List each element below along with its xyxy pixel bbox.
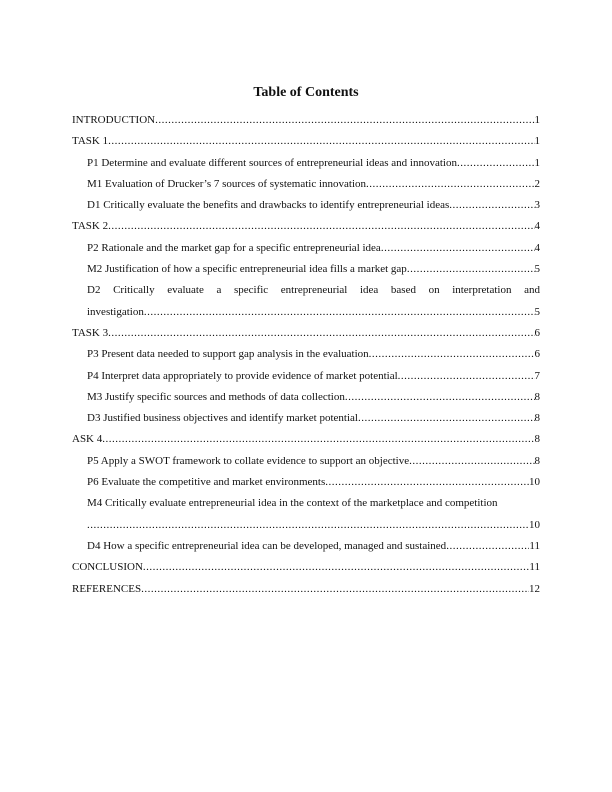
toc-word: D2 xyxy=(87,284,101,297)
toc-leader-dots xyxy=(108,323,534,344)
toc-entry-d3[interactable] xyxy=(72,408,540,429)
toc-entry-label: P1 Determine and evaluate different sources of entrepreneurial ideas and innovation xyxy=(87,156,457,169)
toc-entry-p4[interactable] xyxy=(72,366,540,387)
toc-word: Critically xyxy=(113,284,155,297)
toc-entry-label: investigation xyxy=(87,305,144,318)
toc-leader-dots xyxy=(87,515,529,536)
toc-entry-label: P2 Rationale and the market gap for a specific entrepreneurial idea xyxy=(87,241,381,254)
toc-entry-label: REFERENCES xyxy=(72,582,142,595)
toc-entry-label: TASK 3 xyxy=(72,326,109,339)
toc-page-number: 5 xyxy=(534,305,540,318)
toc-entry-label: INTRODUCTION xyxy=(72,114,156,126)
toc-entry-p6[interactable] xyxy=(72,472,540,493)
toc-entry-label: P6 Evaluate the competitive and market environments xyxy=(87,476,326,489)
toc-leader-dots xyxy=(381,238,535,259)
toc-leader-dots xyxy=(446,536,529,557)
toc-page-number: 8 xyxy=(534,390,540,403)
toc-word: interpretation xyxy=(452,284,512,297)
toc-leader-dots xyxy=(325,472,529,493)
toc-page-number: 8 xyxy=(534,412,540,425)
toc-entry-task-2[interactable] xyxy=(72,216,540,237)
toc-entry-d4[interactable] xyxy=(72,536,540,557)
toc-page-number: 8 xyxy=(534,454,540,467)
table-of-contents xyxy=(72,110,540,600)
toc-page-number: 1 xyxy=(534,156,540,169)
toc-entry-d2-line1[interactable] xyxy=(72,280,540,301)
toc-word: specific xyxy=(233,284,269,297)
toc-leader-dots xyxy=(143,557,530,578)
toc-word: evaluate xyxy=(167,284,204,297)
toc-entry-label: M4 Critically evaluate entrepreneurial idea in the context of the marketplace and competition xyxy=(87,497,498,510)
toc-entry-task-1[interactable] xyxy=(72,131,540,152)
toc-entry-m2[interactable] xyxy=(72,259,540,280)
toc-entry-label: D1 Critically evaluate the benefits and drawbacks to identify entrepreneurial ideas xyxy=(87,199,450,212)
toc-entry-d1[interactable] xyxy=(72,195,540,216)
toc-entry-m3[interactable] xyxy=(72,387,540,408)
toc-page-number: 7 xyxy=(534,369,540,382)
toc-leader-dots xyxy=(449,195,534,216)
toc-entry-m4-line2[interactable] xyxy=(72,515,540,536)
toc-entry-p2[interactable] xyxy=(72,238,540,259)
toc-page-number: 12 xyxy=(529,582,540,595)
toc-leader-dots xyxy=(141,579,529,600)
toc-leader-dots xyxy=(369,344,535,365)
toc-entry-label: CONCLUSION xyxy=(72,561,143,574)
toc-leader-dots xyxy=(102,429,534,450)
toc-word: on xyxy=(428,284,440,297)
toc-word: entrepreneurial xyxy=(280,284,348,297)
toc-word: and xyxy=(524,284,540,297)
toc-page-number: 6 xyxy=(534,326,540,339)
toc-leader-dots xyxy=(108,131,534,152)
toc-leader-dots xyxy=(398,366,535,387)
toc-page-number: 11 xyxy=(529,561,540,574)
toc-entry-conclusion[interactable] xyxy=(72,557,540,578)
toc-entry-references[interactable] xyxy=(72,579,540,600)
toc-page-number: 5 xyxy=(534,263,540,276)
toc-page-number: 1 xyxy=(534,114,540,126)
toc-leader-dots xyxy=(144,302,535,323)
toc-leader-dots xyxy=(358,408,535,429)
toc-entry-m4-line1[interactable] xyxy=(72,493,540,514)
toc-entry-label: D4 How a specific entrepreneurial idea can be developed, managed and sustained xyxy=(87,539,447,552)
toc-entry-label: TASK 1 xyxy=(72,135,109,148)
toc-leader-dots xyxy=(457,153,535,174)
toc-entry-label: TASK 2 xyxy=(72,220,109,233)
toc-leader-dots xyxy=(345,387,535,408)
toc-entry-label: P3 Present data needed to support gap analysis in the evaluation xyxy=(87,348,369,361)
toc-entry-label: M2 Justification of how a specific entrepreneurial idea fills a market gap xyxy=(87,263,407,276)
toc-page-number: 4 xyxy=(534,220,540,233)
toc-page-number: 11 xyxy=(529,539,540,552)
toc-entry-label: P4 Interpret data appropriately to provide evidence of market potential xyxy=(87,369,398,382)
toc-entry-label: M1 Evaluation of Drucker’s 7 sources of systematic innovation xyxy=(87,177,367,190)
toc-page-number: 4 xyxy=(534,241,540,254)
toc-page-number: 10 xyxy=(529,476,540,489)
toc-entry-d2-line2[interactable] xyxy=(72,302,540,323)
toc-word: a xyxy=(216,284,222,297)
toc-entry-m1[interactable] xyxy=(72,174,540,195)
toc-leader-dots xyxy=(155,110,534,131)
toc-entry-p5[interactable] xyxy=(72,451,540,472)
toc-leader-dots xyxy=(366,174,534,195)
toc-entry-label: M3 Justify specific sources and methods of data collection xyxy=(87,390,345,403)
toc-entry-task-3[interactable] xyxy=(72,323,540,344)
toc-page-number: 2 xyxy=(534,177,540,190)
toc-entry-p3[interactable] xyxy=(72,344,540,365)
toc-page-number: 8 xyxy=(534,433,540,446)
toc-word: based xyxy=(390,284,416,297)
toc-leader-dots xyxy=(409,451,534,472)
toc-page-number: 3 xyxy=(534,199,540,212)
toc-entry-label: ASK 4 xyxy=(72,433,103,446)
toc-leader-dots xyxy=(108,216,534,237)
toc-entry-p1[interactable] xyxy=(72,153,540,174)
toc-entry-introduction[interactable] xyxy=(72,110,540,131)
toc-page-number: 6 xyxy=(534,348,540,361)
toc-page-number: 1 xyxy=(534,135,540,148)
toc-entry-label: D3 Justified business objectives and identify market potential xyxy=(87,412,358,425)
toc-leader-dots xyxy=(407,259,535,280)
toc-word: idea xyxy=(359,284,379,297)
toc-page-number: 10 xyxy=(529,518,540,531)
toc-entry-task-4[interactable] xyxy=(72,429,540,450)
toc-entry-label: P5 Apply a SWOT framework to collate evidence to support an objective xyxy=(87,454,410,467)
page-title: Table of Contents xyxy=(253,85,359,100)
